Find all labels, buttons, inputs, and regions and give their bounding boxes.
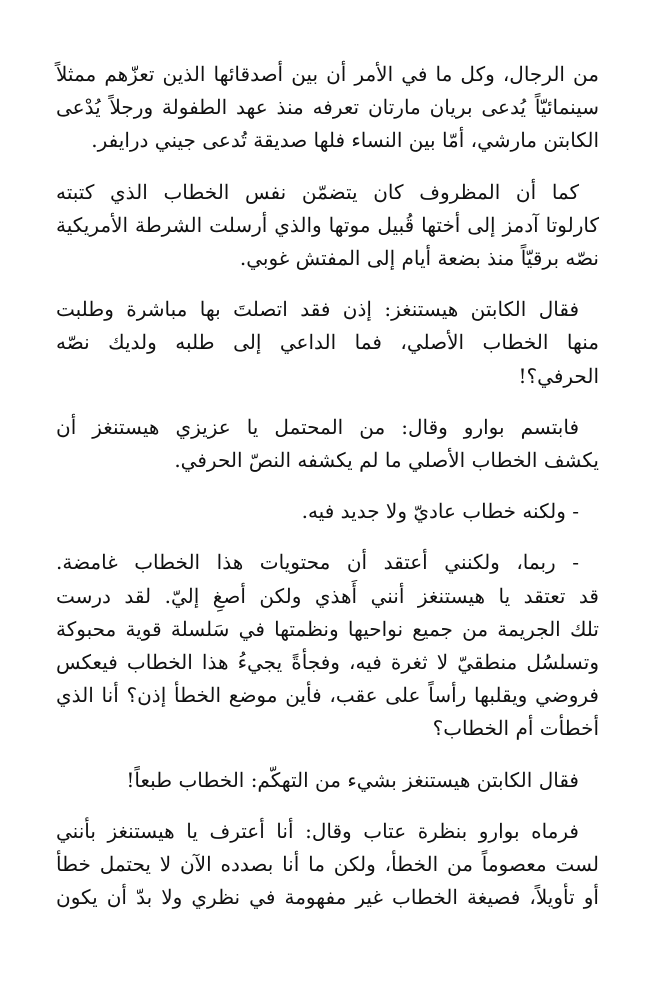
text-line: وتسلسُل منطقيّ لا ثغرة فيه، وفجأةً يجيءُ هذا الخطاب فيعكس bbox=[56, 650, 599, 675]
paragraph-2 bbox=[56, 176, 599, 276]
text-line: أخطأت أم الخطاب؟ bbox=[432, 716, 599, 741]
text-line: قد تعتقد يا هيستنغز أنني أَهذي ولكن أصغِ إليّ. لقد درست bbox=[56, 583, 599, 608]
text-line: فابتسم بوارو وقال: من المحتمل يا عزيزي هيستنغز أن bbox=[56, 414, 579, 439]
text-line: كما أن المظروف كان يتضمّن نفس الخطاب الذي كتبته bbox=[56, 179, 579, 204]
text-line: فرماه بوارو بنظرة عتاب وقال: أنا أعترف يا هيستنغز بأنني bbox=[56, 818, 579, 843]
text-line: فقال الكابتن هيستنغز بشيء من التهكّم: الخطاب طبعاً! bbox=[126, 767, 579, 792]
text-line: منها الخطاب الأصلي، فما الداعي إلى طلبه ولديك نصّه bbox=[56, 330, 599, 355]
paragraph-7 bbox=[56, 764, 599, 797]
text-line: أو تأويلاً، فصيغة الخطاب غير مفهومة في نظري ولا بدّ أن يكون bbox=[56, 885, 599, 910]
text-line: كارلوتا آدمز إلى أختها قُبيل موتها والذي أرسلت الشرطة الأمريكية bbox=[56, 212, 599, 237]
book-page bbox=[56, 58, 599, 932]
text-line: تلك الجريمة من جميع نواحيها ونظمتها في سَلسلة قوية محبوكة bbox=[56, 616, 599, 641]
paragraph-8 bbox=[56, 815, 599, 915]
paragraph-6 bbox=[56, 546, 599, 745]
text-line: الكابتن مارشي، أمّا بين النساء فلها صديقة تُدعى جيني درايفر. bbox=[91, 128, 599, 153]
paragraph-4 bbox=[56, 411, 599, 477]
paragraph-3 bbox=[56, 293, 599, 393]
text-line: - ولكنه خطاب عاديّ ولا جديد فيه. bbox=[301, 499, 579, 524]
text-line: سينمائيّاً يُدعى بريان مارتان تعرفه منذ عهد الطفولة ورجلاً يُدْعى bbox=[56, 95, 600, 120]
text-line: يكشف الخطاب الأصلي ما لم يكشفه النصّ الحرفي. bbox=[174, 448, 599, 473]
text-line: لست معصوماً من الخطأ، ولكن ما أنا بصدده الآن لا يحتمل خطأ bbox=[56, 852, 599, 877]
text-line: نصّه برقيّاً منذ بضعة أيام إلى المفتش غوبي. bbox=[239, 246, 599, 271]
paragraph-5 bbox=[56, 495, 599, 528]
text-line: فقال الكابتن هيستنغز: إذن فقد اتصلتَ بها مباشرة وطلبت bbox=[56, 297, 579, 322]
text-line: - ربما، ولكنني أعتقد أن محتويات هذا الخطاب غامضة. bbox=[56, 550, 579, 575]
text-line: الحرفي؟! bbox=[518, 363, 599, 388]
paragraph-1 bbox=[56, 58, 599, 158]
text-line: من الرجال، وكل ما في الأمر أن بين أصدقائها الذين تعزّهم ممثلاً bbox=[56, 62, 599, 86]
text-line: فروضي ويقلبها رأساً على عقب، فأين موضع الخطأ إذن؟ أنا الذي bbox=[56, 683, 599, 708]
